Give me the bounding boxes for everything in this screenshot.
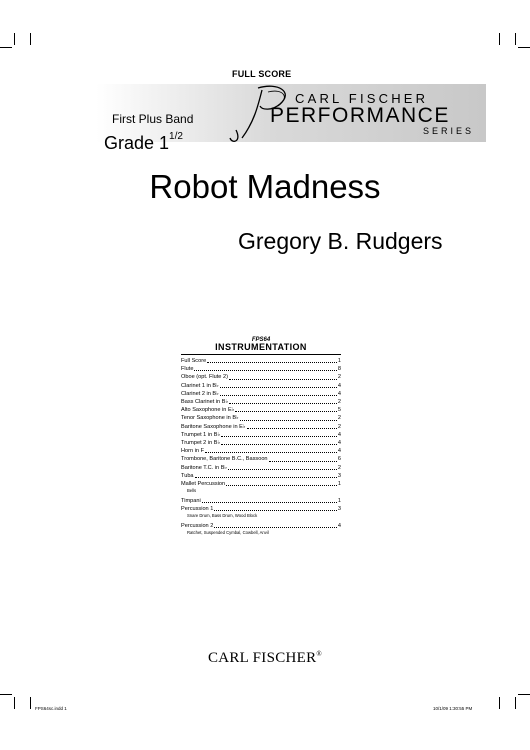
instrument-quantity: 4 xyxy=(337,382,341,389)
instrument-row xyxy=(181,414,341,422)
instrument-row xyxy=(181,439,341,447)
crop-mark xyxy=(30,697,31,709)
leader-dots xyxy=(221,444,337,445)
crop-mark xyxy=(14,697,15,709)
instrument-subtitle: Bells xyxy=(187,488,197,494)
grade-number: Grade 1 xyxy=(104,133,170,153)
leader-dots xyxy=(235,411,337,412)
crop-mark xyxy=(518,47,530,48)
instrument-row xyxy=(181,447,341,455)
publisher-logo xyxy=(0,650,530,667)
instrument-name: Percussion 1 xyxy=(181,506,214,513)
grade-label xyxy=(104,133,183,154)
instrument-name: Alto Saxophone in E♭ xyxy=(181,407,235,414)
instrument-name: Baritone T.C. in B♭ xyxy=(181,464,228,471)
instrument-quantity: 5 xyxy=(337,407,341,414)
leader-dots xyxy=(247,428,337,429)
grade-fraction: 1/2 xyxy=(169,131,183,142)
footer-timestamp: 10/1/09 1:30:55 PM xyxy=(433,706,473,711)
instrument-name: Percussion 2 xyxy=(181,522,214,529)
leader-dots xyxy=(214,510,337,511)
leader-dots xyxy=(240,420,337,421)
instrument-name: Trumpet 1 in B♭ xyxy=(181,431,221,438)
instrument-row xyxy=(181,357,341,365)
instrument-row xyxy=(181,472,341,480)
leader-dots xyxy=(194,370,336,371)
instrument-name: Baritone Saxophone in E♭ xyxy=(181,423,246,430)
instrument-row xyxy=(181,365,341,373)
leader-dots xyxy=(195,477,337,478)
instrument-quantity: 2 xyxy=(337,374,341,381)
instrument-row xyxy=(181,423,341,431)
instrumentation-heading: INSTRUMENTATION xyxy=(215,342,307,352)
instrument-row xyxy=(181,390,341,398)
instrument-subtitle: Ratchet, Suspended Cymbal, Cowbell, Anvil xyxy=(187,530,269,536)
series-word: SERIES xyxy=(423,126,475,136)
instrument-quantity: 2 xyxy=(337,464,341,471)
leader-dots xyxy=(205,452,337,453)
instrument-rows xyxy=(181,357,341,536)
crop-mark xyxy=(499,697,500,709)
series-name: PERFORMANCE xyxy=(270,104,450,127)
instrument-quantity: 4 xyxy=(337,448,341,455)
instrument-name: Bass Clarinet in B♭ xyxy=(181,399,229,406)
instrument-name: Flute xyxy=(181,366,194,373)
instrument-row xyxy=(181,455,341,463)
heading-rule xyxy=(181,354,341,355)
registered-mark: ® xyxy=(316,650,323,658)
leader-dots xyxy=(269,461,337,462)
instrument-quantity: 1 xyxy=(337,497,341,504)
leader-dots xyxy=(229,379,337,380)
instrument-row xyxy=(181,480,341,488)
leader-dots xyxy=(229,403,337,404)
crop-mark xyxy=(0,47,12,48)
instrument-quantity: 4 xyxy=(337,522,341,529)
leader-dots xyxy=(202,502,337,503)
piece-title: Robot Madness xyxy=(149,168,381,205)
instrument-quantity: 4 xyxy=(337,431,341,438)
instrument-name: Tuba xyxy=(181,472,194,479)
instrument-quantity: 6 xyxy=(337,456,341,463)
leader-dots xyxy=(220,395,337,396)
full-score-label: FULL SCORE xyxy=(232,69,292,79)
leader-dots xyxy=(207,362,337,363)
instrument-row xyxy=(181,431,341,439)
instrument-quantity: 1 xyxy=(337,481,341,488)
instrument-quantity: 8 xyxy=(337,366,341,373)
instrument-quantity: 1 xyxy=(337,358,341,364)
catalog-code: FPS64 xyxy=(251,337,271,343)
crop-mark xyxy=(0,694,12,695)
instrument-name: Timpani xyxy=(181,497,201,504)
instrument-row xyxy=(181,522,341,530)
leader-dots xyxy=(220,387,337,388)
instrument-row xyxy=(181,464,341,472)
instrument-name: Clarinet 1 in B♭ xyxy=(181,382,219,389)
instrument-name: Oboe (opt. Flute 2) xyxy=(181,374,228,381)
instrument-name: Tenor Saxophone in B♭ xyxy=(181,415,239,422)
crop-mark xyxy=(515,33,516,45)
instrument-name: Mallet Percussion xyxy=(181,481,226,488)
publisher-name: CARL FISCHER xyxy=(207,650,317,666)
instrument-quantity: 4 xyxy=(337,440,341,447)
crop-mark xyxy=(30,33,31,45)
crop-mark xyxy=(518,694,530,695)
instrument-subtitle: Snare Drum, Bass Drum, Wood Block xyxy=(187,513,258,519)
instrument-name: Clarinet 2 in B♭ xyxy=(181,390,219,397)
crop-mark xyxy=(515,697,516,709)
leader-dots xyxy=(228,469,337,470)
instrument-quantity: 2 xyxy=(337,399,341,406)
instrument-quantity: 2 xyxy=(337,423,341,430)
footer-file-name: FPS64sc.indd 1 xyxy=(35,706,67,711)
instrument-row xyxy=(181,382,341,390)
instrument-name: Trumpet 2 in B♭ xyxy=(181,440,221,447)
crop-mark xyxy=(14,33,15,45)
instrument-row xyxy=(181,505,341,513)
instrument-row xyxy=(181,406,341,414)
leader-dots xyxy=(214,527,337,528)
composer-name: Gregory B. Rudgers xyxy=(238,228,443,254)
instrument-name: Full Score xyxy=(181,358,207,364)
band-level: First Plus Band xyxy=(112,112,194,126)
instrument-row xyxy=(181,497,341,505)
instrument-quantity: 3 xyxy=(337,472,341,479)
leader-dots xyxy=(226,485,337,486)
instrument-quantity: 4 xyxy=(337,390,341,397)
instrument-row xyxy=(181,398,341,406)
crop-mark xyxy=(499,33,500,45)
instrument-quantity: 2 xyxy=(337,415,341,422)
instrument-row xyxy=(181,373,341,381)
series-publisher-label: CARL FISCHER xyxy=(295,91,429,106)
instrument-quantity: 3 xyxy=(337,506,341,513)
instrument-name: Horn in F xyxy=(181,448,205,455)
instrumentation-list xyxy=(181,337,341,536)
instrument-name: Trombone, Baritone B.C., Bassoon xyxy=(181,456,268,463)
leader-dots xyxy=(221,436,337,437)
